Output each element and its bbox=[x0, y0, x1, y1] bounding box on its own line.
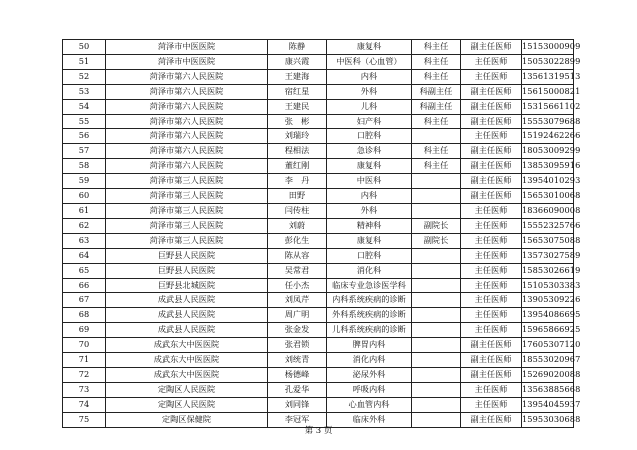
cell-department: 康复科 bbox=[327, 159, 412, 174]
cell-doctor-name: 刘同锋 bbox=[268, 397, 327, 412]
cell-doctor-name: 程相法 bbox=[268, 144, 327, 159]
cell-number: 66 bbox=[63, 278, 106, 293]
cell-admin-title bbox=[412, 203, 461, 218]
cell-admin-title: 科主任 bbox=[412, 54, 461, 69]
cell-professional-title: 主任医师 bbox=[461, 382, 522, 397]
table-row bbox=[63, 159, 574, 174]
cell-department: 康复科 bbox=[327, 233, 412, 248]
cell-department: 消化内科 bbox=[327, 353, 412, 368]
cell-doctor-name: 任小杰 bbox=[268, 278, 327, 293]
table-row bbox=[63, 323, 574, 338]
cell-professional-title: 主任医师 bbox=[461, 203, 522, 218]
cell-doctor-name: 张君锁 bbox=[268, 338, 327, 353]
cell-department: 临床专业急诊医学科 bbox=[327, 278, 412, 293]
cell-department: 外科 bbox=[327, 84, 412, 99]
cell-admin-title bbox=[412, 263, 461, 278]
cell-hospital: 菏泽市第三人民医院 bbox=[106, 233, 268, 248]
cell-doctor-name: 董红刚 bbox=[268, 159, 327, 174]
cell-admin-title: 科主任 bbox=[412, 144, 461, 159]
cell-professional-title: 副主任医师 bbox=[461, 353, 522, 368]
cell-phone: 15853026619 bbox=[522, 263, 574, 278]
roster-body bbox=[63, 40, 581, 428]
table-row bbox=[63, 129, 574, 144]
table-row bbox=[63, 248, 574, 263]
cell-phone: 18553020967 bbox=[522, 353, 574, 368]
cell-hospital: 菏泽市第六人民医院 bbox=[106, 144, 268, 159]
table-row bbox=[63, 189, 574, 204]
cell-doctor-name: 闫传柱 bbox=[268, 203, 327, 218]
cell-hospital: 菏泽市第三人民医院 bbox=[106, 203, 268, 218]
cell-hospital: 菏泽市中医医院 bbox=[106, 40, 268, 55]
cell-hospital: 菏泽市第三人民医院 bbox=[106, 189, 268, 204]
cell-doctor-name: 孔爱华 bbox=[268, 382, 327, 397]
cell-department: 内科 bbox=[327, 189, 412, 204]
cell-department: 妇产科 bbox=[327, 114, 412, 129]
cell-department: 中医科（心血管） bbox=[327, 54, 412, 69]
table-row bbox=[63, 233, 574, 248]
table-row bbox=[63, 114, 574, 129]
cell-phone: 15615000821 bbox=[522, 84, 574, 99]
cell-phone: 15153000909 bbox=[522, 40, 574, 55]
table-row bbox=[63, 367, 574, 382]
cell-admin-title bbox=[412, 174, 461, 189]
table-row bbox=[63, 174, 574, 189]
cell-number: 51 bbox=[63, 54, 106, 69]
cell-hospital: 定陶区保健院 bbox=[106, 412, 268, 427]
cell-number: 69 bbox=[63, 323, 106, 338]
cell-admin-title: 科副主任 bbox=[412, 99, 461, 114]
cell-department: 儿科 bbox=[327, 99, 412, 114]
cell-professional-title: 副主任医师 bbox=[461, 99, 522, 114]
cell-doctor-name: 宿红星 bbox=[268, 84, 327, 99]
cell-professional-title: 主任医师 bbox=[461, 129, 522, 144]
cell-hospital: 定陶区人民医院 bbox=[106, 382, 268, 397]
cell-number: 63 bbox=[63, 233, 106, 248]
cell-hospital: 菏泽市第六人民医院 bbox=[106, 114, 268, 129]
cell-admin-title bbox=[412, 397, 461, 412]
cell-number: 61 bbox=[63, 203, 106, 218]
cell-hospital: 菏泽市第六人民医院 bbox=[106, 84, 268, 99]
cell-number: 64 bbox=[63, 248, 106, 263]
cell-phone: 15105303383 bbox=[522, 278, 574, 293]
cell-professional-title: 主任医师 bbox=[461, 308, 522, 323]
cell-admin-title: 科主任 bbox=[412, 40, 461, 55]
table-row bbox=[63, 263, 574, 278]
cell-phone: 15553079688 bbox=[522, 114, 574, 129]
cell-department: 康复科 bbox=[327, 40, 412, 55]
cell-department: 脾胃内科 bbox=[327, 338, 412, 353]
cell-doctor-name: 田野 bbox=[268, 189, 327, 204]
cell-admin-title: 科主任 bbox=[412, 159, 461, 174]
cell-professional-title: 主任医师 bbox=[461, 323, 522, 338]
table-row bbox=[63, 338, 574, 353]
cell-phone: 15653010068 bbox=[522, 189, 574, 204]
cell-doctor-name: 张 彬 bbox=[268, 114, 327, 129]
cell-department: 心血管内科 bbox=[327, 397, 412, 412]
cell-hospital: 巨野县北城医院 bbox=[106, 278, 268, 293]
cell-department: 临床外科 bbox=[327, 412, 412, 427]
cell-phone: 15965866925 bbox=[522, 323, 574, 338]
cell-doctor-name: 刘统青 bbox=[268, 353, 327, 368]
cell-department: 外科系统疾病的诊断 bbox=[327, 308, 412, 323]
cell-admin-title bbox=[412, 338, 461, 353]
doctor-roster-table bbox=[62, 39, 581, 428]
cell-hospital: 成武县人民医院 bbox=[106, 323, 268, 338]
cell-phone: 15053022899 bbox=[522, 54, 574, 69]
cell-doctor-name: 刘瑞玲 bbox=[268, 129, 327, 144]
cell-department: 口腔科 bbox=[327, 129, 412, 144]
cell-admin-title bbox=[412, 129, 461, 144]
table-row bbox=[63, 69, 574, 84]
cell-number: 65 bbox=[63, 263, 106, 278]
table-row bbox=[63, 353, 574, 368]
cell-hospital: 巨野县人民医院 bbox=[106, 248, 268, 263]
table-row bbox=[63, 308, 574, 323]
cell-hospital: 巨野县人民医院 bbox=[106, 263, 268, 278]
cell-hospital: 菏泽市第六人民医院 bbox=[106, 69, 268, 84]
cell-doctor-name: 彭化生 bbox=[268, 233, 327, 248]
cell-phone: 13954045937 bbox=[522, 397, 574, 412]
cell-phone: 15953030688 bbox=[522, 412, 574, 427]
cell-professional-title: 副主任医师 bbox=[461, 159, 522, 174]
table-row bbox=[63, 54, 574, 69]
cell-doctor-name: 陈从容 bbox=[268, 248, 327, 263]
cell-number: 54 bbox=[63, 99, 106, 114]
cell-admin-title: 副院长 bbox=[412, 218, 461, 233]
cell-hospital: 菏泽市第六人民医院 bbox=[106, 99, 268, 114]
cell-admin-title bbox=[412, 248, 461, 263]
cell-phone: 15315661102 bbox=[522, 99, 574, 114]
cell-doctor-name: 张金发 bbox=[268, 323, 327, 338]
cell-professional-title: 副主任医师 bbox=[461, 40, 522, 55]
cell-phone: 13954086695 bbox=[522, 308, 574, 323]
cell-doctor-name: 王建民 bbox=[268, 99, 327, 114]
cell-number: 50 bbox=[63, 40, 106, 55]
cell-admin-title bbox=[412, 293, 461, 308]
cell-hospital: 菏泽市第六人民医院 bbox=[106, 129, 268, 144]
cell-professional-title: 主任医师 bbox=[461, 293, 522, 308]
cell-phone: 15192462266 bbox=[522, 129, 574, 144]
cell-department: 内科 bbox=[327, 69, 412, 84]
cell-phone: 13561319513 bbox=[522, 69, 574, 84]
cell-number: 52 bbox=[63, 69, 106, 84]
cell-hospital: 定陶区人民医院 bbox=[106, 397, 268, 412]
table-row bbox=[63, 278, 574, 293]
cell-hospital: 菏泽市第三人民医院 bbox=[106, 174, 268, 189]
cell-professional-title: 副主任医师 bbox=[461, 367, 522, 382]
cell-professional-title: 副主任医师 bbox=[461, 412, 522, 427]
cell-number: 59 bbox=[63, 174, 106, 189]
cell-number: 55 bbox=[63, 114, 106, 129]
table-row bbox=[63, 203, 574, 218]
cell-department: 中医科 bbox=[327, 174, 412, 189]
cell-hospital: 成武县人民医院 bbox=[106, 308, 268, 323]
cell-hospital: 菏泽市第六人民医院 bbox=[106, 159, 268, 174]
cell-number: 68 bbox=[63, 308, 106, 323]
cell-doctor-name: 李 丹 bbox=[268, 174, 327, 189]
cell-hospital: 成武东大中医医院 bbox=[106, 367, 268, 382]
roster-sheet bbox=[62, 39, 581, 428]
cell-department: 儿科系统疾病的诊断 bbox=[327, 323, 412, 338]
cell-hospital: 菏泽市第三人民医院 bbox=[106, 218, 268, 233]
cell-department: 内科系统疾病的诊断 bbox=[327, 293, 412, 308]
cell-number: 74 bbox=[63, 397, 106, 412]
cell-professional-title: 主任医师 bbox=[461, 263, 522, 278]
cell-admin-title bbox=[412, 367, 461, 382]
table-row bbox=[63, 84, 574, 99]
cell-hospital: 成武县人民医院 bbox=[106, 293, 268, 308]
cell-doctor-name: 王建海 bbox=[268, 69, 327, 84]
cell-admin-title bbox=[412, 382, 461, 397]
cell-admin-title bbox=[412, 353, 461, 368]
cell-number: 75 bbox=[63, 412, 106, 427]
cell-department: 泌尿外科 bbox=[327, 367, 412, 382]
cell-department: 精神科 bbox=[327, 218, 412, 233]
cell-doctor-name: 杨德峰 bbox=[268, 367, 327, 382]
cell-admin-title: 科主任 bbox=[412, 114, 461, 129]
cell-professional-title: 副主任医师 bbox=[461, 174, 522, 189]
table-row bbox=[63, 397, 574, 412]
cell-phone: 13853095916 bbox=[522, 159, 574, 174]
cell-number: 58 bbox=[63, 159, 106, 174]
cell-department: 呼吸内科 bbox=[327, 382, 412, 397]
cell-department: 消化科 bbox=[327, 263, 412, 278]
cell-number: 71 bbox=[63, 353, 106, 368]
cell-doctor-name: 吴常君 bbox=[268, 263, 327, 278]
cell-professional-title: 副主任医师 bbox=[461, 338, 522, 353]
cell-phone: 18366090008 bbox=[522, 203, 574, 218]
cell-admin-title: 副院长 bbox=[412, 233, 461, 248]
cell-number: 56 bbox=[63, 129, 106, 144]
table-row bbox=[63, 40, 574, 55]
cell-number: 60 bbox=[63, 189, 106, 204]
cell-hospital: 成武东大中医医院 bbox=[106, 353, 268, 368]
table-row bbox=[63, 382, 574, 397]
cell-professional-title: 副主任医师 bbox=[461, 144, 522, 159]
cell-number: 70 bbox=[63, 338, 106, 353]
cell-phone: 13954010293 bbox=[522, 174, 574, 189]
cell-admin-title bbox=[412, 189, 461, 204]
table-row bbox=[63, 99, 574, 114]
cell-department: 外科 bbox=[327, 203, 412, 218]
cell-admin-title bbox=[412, 308, 461, 323]
cell-professional-title: 主任医师 bbox=[461, 248, 522, 263]
cell-number: 67 bbox=[63, 293, 106, 308]
table-row bbox=[63, 293, 574, 308]
cell-phone: 13563885668 bbox=[522, 382, 574, 397]
cell-professional-title: 主任医师 bbox=[461, 278, 522, 293]
cell-department: 急诊科 bbox=[327, 144, 412, 159]
cell-number: 53 bbox=[63, 84, 106, 99]
cell-admin-title bbox=[412, 278, 461, 293]
cell-phone: 13573027589 bbox=[522, 248, 574, 263]
cell-phone: 15653075088 bbox=[522, 233, 574, 248]
page-number: 第 3 页 bbox=[304, 426, 333, 436]
table-row bbox=[63, 144, 574, 159]
cell-number: 62 bbox=[63, 218, 106, 233]
cell-professional-title: 主任医师 bbox=[461, 397, 522, 412]
table-row bbox=[63, 218, 574, 233]
cell-professional-title: 副主任医师 bbox=[461, 189, 522, 204]
cell-doctor-name: 刘凤芹 bbox=[268, 293, 327, 308]
cell-number: 57 bbox=[63, 144, 106, 159]
cell-phone: 13905309226 bbox=[522, 293, 574, 308]
cell-doctor-name: 康兴霞 bbox=[268, 54, 327, 69]
cell-doctor-name: 周广明 bbox=[268, 308, 327, 323]
cell-doctor-name: 陈静 bbox=[268, 40, 327, 55]
cell-professional-title: 主任医师 bbox=[461, 218, 522, 233]
cell-hospital: 成武东大中医医院 bbox=[106, 338, 268, 353]
cell-professional-title: 主任医师 bbox=[461, 54, 522, 69]
cell-phone: 15552325766 bbox=[522, 218, 574, 233]
cell-professional-title: 副主任医师 bbox=[461, 84, 522, 99]
cell-doctor-name: 刘蔚 bbox=[268, 218, 327, 233]
cell-department: 口腔科 bbox=[327, 248, 412, 263]
cell-professional-title: 主任医师 bbox=[461, 233, 522, 248]
cell-phone: 18053009299 bbox=[522, 144, 574, 159]
cell-admin-title: 科主任 bbox=[412, 69, 461, 84]
cell-hospital: 菏泽市中医医院 bbox=[106, 54, 268, 69]
cell-number: 72 bbox=[63, 367, 106, 382]
cell-professional-title: 主任医师 bbox=[461, 69, 522, 84]
cell-phone: 17605307120 bbox=[522, 338, 574, 353]
cell-phone: 15269020088 bbox=[522, 367, 574, 382]
cell-admin-title bbox=[412, 323, 461, 338]
cell-doctor-name: 李冠军 bbox=[268, 412, 327, 427]
cell-professional-title: 副主任医师 bbox=[461, 114, 522, 129]
cell-admin-title: 科副主任 bbox=[412, 84, 461, 99]
cell-number: 73 bbox=[63, 382, 106, 397]
